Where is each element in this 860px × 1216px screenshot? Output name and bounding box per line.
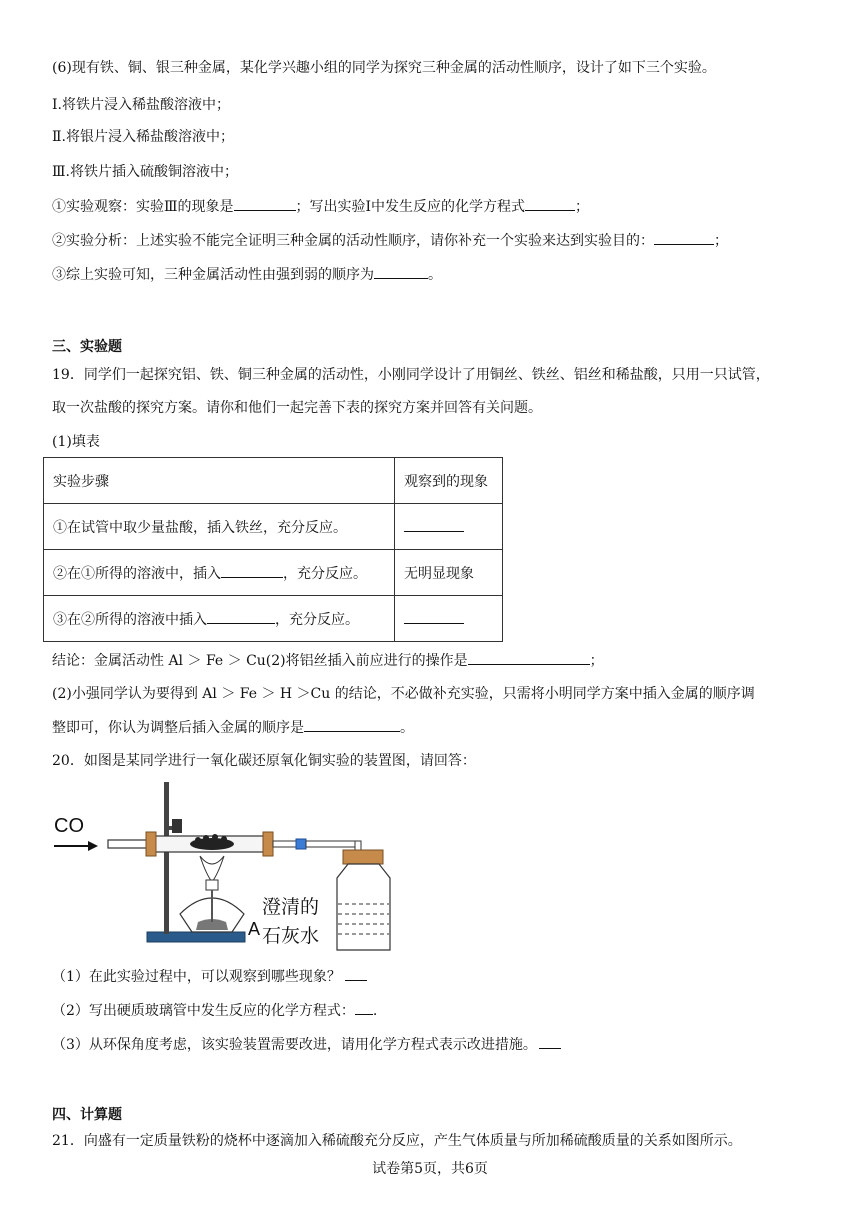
experiment-table — [43, 457, 503, 642]
table-cell-observation[interactable] — [395, 504, 503, 550]
q18-observation-prompt: ①实验观察：实验Ⅲ的现象是 — [52, 199, 234, 215]
co-label: CO — [54, 815, 84, 837]
q20-stem: 20．如图是某同学进行一氧化碳还原氧化铜实验的装置图，请回答： — [52, 753, 476, 769]
q19-part2-line1: (2)小强同学认为要得到 Al ＞ Fe ＞ H ＞Cu 的结论，不必做补充实验，只需将小明同学方案中插入金属的顺序调 — [52, 686, 755, 702]
answer-blank[interactable] — [654, 230, 714, 245]
q18-analysis-prompt: ②实验分析：上述实验不能完全证明三种金属的活动性顺序，请你补充一个实验来达到实验目的： — [52, 233, 654, 249]
q19-part1-label: (1)填表 — [52, 434, 100, 450]
q20-question-1 — [52, 966, 367, 987]
table-header-cell: 实验步骤 — [44, 458, 395, 504]
q20-question-1-text: （1）在此实验过程中，可以观察到哪些现象？ — [52, 969, 341, 985]
table-cell-step — [44, 550, 395, 596]
alcohol-lamp — [180, 856, 244, 932]
table-cell-observation[interactable] — [395, 596, 503, 642]
answer-blank[interactable] — [539, 1034, 561, 1049]
punctuation: ； — [589, 653, 604, 669]
answer-blank[interactable] — [221, 563, 283, 578]
punctuation: ； — [714, 233, 728, 249]
answer-blank[interactable] — [404, 517, 464, 532]
q19-part2-line2 — [52, 717, 414, 738]
table-header-row — [44, 458, 503, 504]
q19-part2-prompt: 整即可，你认为调整后插入金属的顺序是 — [52, 720, 304, 736]
q19-conclusion-line — [52, 650, 604, 671]
q18-analysis-line — [52, 230, 728, 251]
q20-question-2-text: （2）写出硬质玻璃管中发生反应的化学方程式： — [52, 1003, 355, 1019]
inlet-tube — [108, 840, 152, 848]
limewater-label-2: 石灰水 — [262, 925, 320, 947]
answer-blank[interactable] — [304, 717, 400, 732]
step-text: ，充分反应。 — [283, 565, 367, 582]
q18-experiment-2: Ⅱ.将银片浸入稀盐酸溶液中； — [52, 129, 234, 145]
punctuation: ； — [575, 199, 590, 215]
q18-part6-text: (6)现有铁、铜、银三种金属，某化学兴趣小组的同学为探究三种金属的活动性顺序，设计了如下三个实验。 — [52, 60, 716, 76]
q20-question-3-text: （3）从环保角度考虑，该实验装置需要改进，请用化学方程式表示改进措施。 — [52, 1037, 537, 1053]
q19-stem-line2: 取一次盐酸的探究方案。请你和他们一起完善下表的探究方案并回答有关问题。 — [52, 400, 542, 416]
punctuation: 。 — [428, 267, 442, 283]
co-reduction-apparatus-figure — [52, 782, 397, 952]
q18-experiment-1: Ⅰ.将铁片浸入稀盐酸溶液中； — [52, 97, 230, 113]
clamp — [172, 819, 182, 833]
lamp-label-a: A — [248, 919, 261, 939]
punctuation: . — [372, 1003, 378, 1019]
answer-blank[interactable] — [468, 650, 590, 665]
q21-stem: 21．向盛有一定质量铁粉的烧杯中逐滴加入稀硫酸充分反应，产生气体质量与所加稀硫酸质量的关系如图所示。 — [52, 1133, 742, 1149]
q18-equation-prompt: ；写出实验Ⅰ中发生反应的化学方程式 — [295, 199, 526, 215]
step-text: ③在②所得的溶液中插入 — [53, 611, 207, 628]
answer-blank[interactable] — [234, 196, 296, 211]
page-footer: 试卷第5页，共6页 — [372, 1161, 488, 1177]
table-cell-step — [44, 596, 395, 642]
q18-conclusion-prompt: ③综上实验可知，三种金属活动性由强到弱的顺序为 — [52, 267, 374, 283]
answer-blank[interactable] — [525, 196, 575, 211]
table-row — [44, 550, 503, 596]
q18-conclusion-line — [52, 264, 442, 285]
answer-blank[interactable] — [345, 966, 367, 981]
punctuation: 。 — [400, 720, 414, 736]
table-row — [44, 504, 503, 550]
q20-question-2 — [52, 1000, 377, 1021]
table-cell-observation: 无明显现象 — [395, 550, 503, 596]
answer-blank[interactable] — [355, 1000, 373, 1015]
q18-experiment-3: Ⅲ.将铁片插入硫酸铜溶液中； — [52, 164, 238, 180]
q20-question-3 — [52, 1034, 561, 1055]
table-row — [44, 596, 503, 642]
limewater-label-1: 澄清的 — [262, 896, 320, 918]
answer-blank[interactable] — [404, 609, 464, 624]
table-header-cell: 观察到的现象 — [395, 458, 503, 504]
gas-inlet-arrow — [54, 841, 98, 851]
answer-blank[interactable] — [207, 609, 275, 624]
limewater-bottle — [337, 850, 390, 950]
q18-observation-line — [52, 196, 589, 217]
q19-conclusion-text: 结论：金属活动性 Al ＞ Fe ＞ Cu(2)将铝丝插入前应进行的操作是 — [52, 653, 468, 669]
q19-stem-line1: 19．同学们一起探究铝、铁、铜三种金属的活动性，小刚同学设计了用铜丝、铁丝、铝丝和稀盐酸，只用一只试管， — [52, 367, 770, 383]
section-title-experiments: 三、实验题 — [52, 339, 122, 355]
table-cell-step: ①在试管中取少量盐酸，插入铁丝，充分反应。 — [44, 504, 395, 550]
answer-blank[interactable] — [374, 264, 428, 279]
step-text: ②在①所得的溶液中，插入 — [53, 565, 221, 582]
section-title-calculation: 四、计算题 — [52, 1107, 122, 1123]
step-text: ，充分反应。 — [275, 611, 359, 628]
